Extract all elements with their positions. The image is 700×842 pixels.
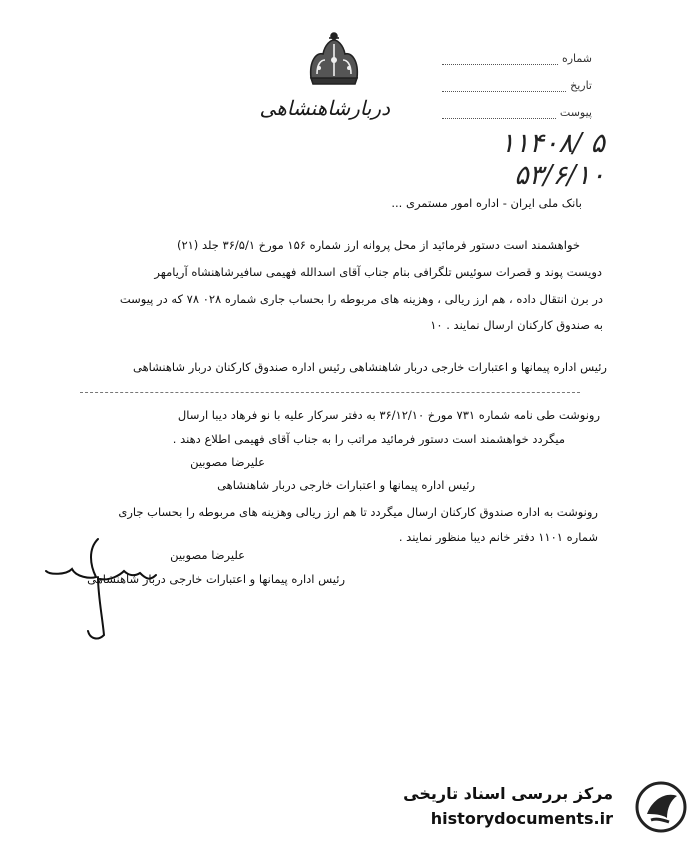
addressee: بانک ملی ایران - اداره امور مستمری ... — [391, 196, 582, 210]
archive-logo-icon — [633, 780, 689, 834]
forward2-line-1: رونوشت به اداره صندوق کارکنان ارسال میگردد تا هم ارز ریالی وهزینه های مربوطه را بحساب جاری — [118, 505, 598, 519]
forward1-signer-name: علیرضا مصوبین — [190, 455, 265, 469]
forward1-line-1: رونوشت طی نامه شماره ۷۳۱ مورخ ۳۶/۱۲/۱۰ به دفتر سرکار علیه با نو فرهاد دیبا ارسال — [177, 408, 600, 422]
forward2-signer-title: رئیس اداره پیمانها و اعتبارات خارجی دربار شاهنشاهی — [87, 572, 345, 586]
handwritten-date: ۵۳/۶/۱۰ — [514, 160, 605, 191]
meta-attachment-row — [442, 92, 592, 119]
meta-date-row — [442, 65, 592, 92]
letter-meta-fields — [442, 38, 592, 119]
signature-titles: رئیس اداره پیمانها و اعتبارات خارجی دربار شاهنشاهی رئیس اداره صندوق کارکنان دربار شاهنشاهی — [132, 360, 607, 374]
watermark-title: مرکز بررسی اسناد تاریخی — [403, 784, 613, 803]
archive-watermark — [403, 778, 693, 836]
forward1-signer-title: رئیس اداره پیمانها و اعتبارات خارجی دربار شاهنشاهی — [217, 478, 475, 492]
forward2-line-2: شماره ۱۱۰۱ دفتر خانم دیبا منظور نمایند . — [398, 530, 598, 544]
meta-date-label: تاریخ — [570, 79, 592, 92]
body-line-2: دویست پوند و قصرات سوئیس تلگرافی بنام جناب آقای اسدالله فهیمی سافیرشاهنشاه آریامهر — [154, 265, 602, 279]
body-line-4: به صندوق کارکنان ارسال نمایند . ۱۰ — [430, 318, 603, 332]
meta-number-row — [442, 38, 592, 65]
handwritten-signature-icon — [40, 535, 160, 645]
watermark-url: historydocuments.ir — [430, 809, 613, 828]
divider-line — [80, 392, 580, 393]
court-title: دربارشاهنشاهی — [259, 96, 390, 120]
body-line-1: خواهشمند است دستور فرمائید از محل پروانه ارز شماره ۱۵۶ مورخ ۳۶/۵/۱ جلد (۲۱) — [176, 238, 580, 252]
meta-number-label: شماره — [561, 52, 592, 65]
forward1-line-2: میگردد خواهشمند است دستور فرمائید مراتب را به جناب آقای فهیمی اطلاع دهند . — [172, 432, 565, 446]
forward2-signer-name: علیرضا مصوبین — [170, 548, 245, 562]
handwritten-number: ۱۱۴۰۸/ ۵ — [500, 128, 605, 159]
body-line-3: در برن انتقال داده ، هم ارز ریالی ، وهزینه های مربوطه را بحساب جاری شماره ۰۲۸ ۷۸ که در پیوست — [119, 292, 603, 306]
meta-attachment-label: پیوست — [559, 106, 592, 119]
crown-emblem-icon — [303, 30, 365, 88]
